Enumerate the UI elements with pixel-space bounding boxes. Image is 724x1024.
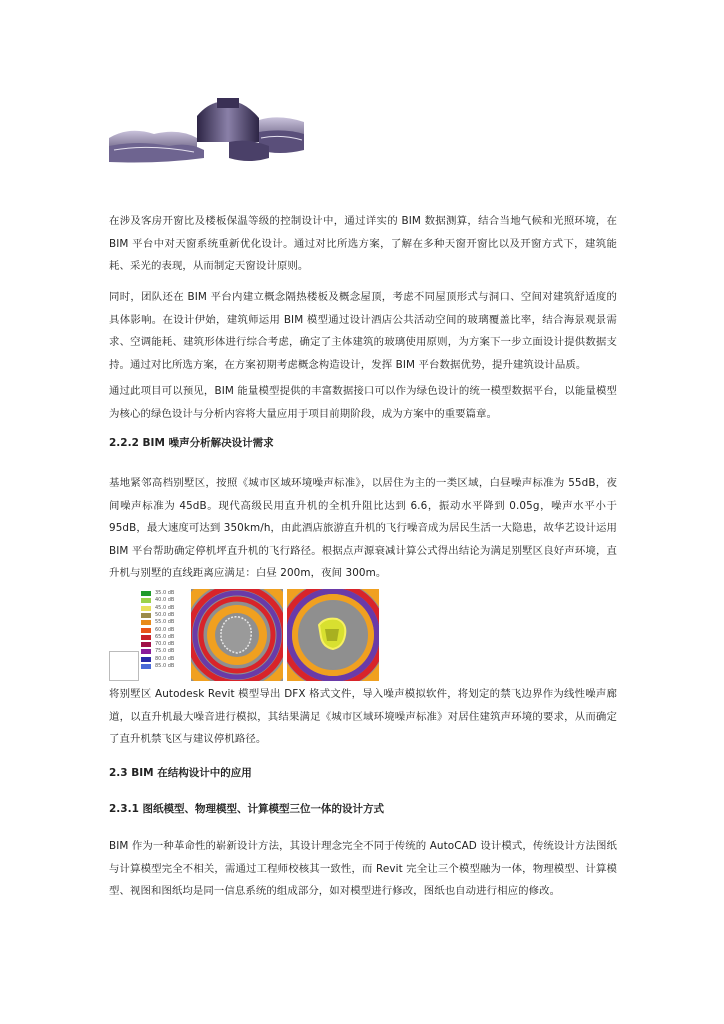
building-model-image: [109, 98, 304, 164]
legend-swatch: [141, 620, 151, 625]
section-heading-2-3-1: 2.3.1 图纸模型、物理模型、计算模型三位一体的设计方式: [109, 803, 385, 815]
noise-legend: [135, 591, 185, 679]
section-heading-2-3: 2.3 BIM 在结构设计中的应用: [109, 767, 252, 779]
building-model-figure: [109, 98, 304, 164]
legend-label: 80.0 dB: [155, 655, 175, 662]
paragraph-noise-analysis: 基地紧邻高档别墅区，按照《城市区域环境噪声标准》，以居住为主的一类区域，白昼噪声标准为 55dB，夜间噪声标准为 45dB。现代高级民用直升机的全机升阻比达到 6.6，振动水平降到 0.05g，噪声水平小于 95dB，最大速度可达到 350km/h，由此酒店旅游直升机的飞行噪音成为居民生活一大隐患，故华艺设计运用 BIM 平台帮助确定停机坪直升机的飞行路径。根据点声源衰减计算公式得出结论为满足别墅区良好声环境，直升机与别墅的直线距离应满足：白昼 200m，夜间 300m。: [109, 477, 617, 579]
paragraph-window-design: 在涉及客房开窗比及楼板保温等级的控制设计中，通过详实的 BIM 数据测算，结合当地气候和光照环境，在 BIM 平台中对天窗系统重新优化设计。通过对比所选方案，了解在多种天窗开窗比以及开窗方式下，建筑能耗、采光的表现，从而制定天窗设计原则。: [109, 215, 617, 272]
legend-swatch: [141, 664, 151, 669]
legend-blank-box: [109, 651, 139, 681]
legend-label: 65.0 dB: [155, 633, 175, 640]
legend-swatch: [141, 628, 151, 633]
legend-label: 70.0 dB: [155, 641, 175, 648]
legend-swatch: [141, 649, 151, 654]
legend-swatch: [141, 642, 151, 647]
legend-swatch: [141, 613, 151, 618]
noise-simulation-figure: [109, 589, 381, 681]
legend-label: 50.0 dB: [155, 611, 175, 618]
paragraph-noise-simulation: 将别墅区 Autodesk Revit 模型导出 DFX 格式文件，导入噪声模拟软件，将划定的禁飞边界作为线性噪声廊道，以直升机最大噪音进行模拟，其结果满足《城市区域环境噪声标准》对居住建筑声环境的要求，从而确定了直升机禁飞区与建议停机路径。: [109, 688, 617, 745]
legend-label: 75.0 dB: [155, 648, 175, 655]
paragraph-energy-model: 通过此项目可以预见，BIM 能量模型提供的丰富数据接口可以作为绿色设计的统一模型数据平台，以能量模型为核心的绿色设计与分析内容将大量应用于项目前期阶段，成为方案中的重要篇章。: [109, 385, 617, 420]
legend-label: 55.0 dB: [155, 619, 175, 626]
noise-map-night: [287, 589, 379, 681]
section-heading-2-2-2: 2.2.2 BIM 噪声分析解决设计需求: [109, 437, 274, 449]
legend-swatch: [141, 657, 151, 662]
legend-swatch: [141, 606, 151, 611]
legend-label: 45.0 dB: [155, 604, 175, 611]
paragraph-insulation-design: 同时，团队还在 BIM 平台内建立概念隔热楼板及概念屋顶，考虑不同屋顶形式与洞口、空间对建筑舒适度的具体影响。在设计伊始，建筑师运用 BIM 模型通过设计酒店公共活动空间的玻璃覆盖比率，结合海景观景需求、空调能耗、建筑形体进行综合考虑，确定了主体建筑的玻璃使用原则，为方案下一步立面设计提供数据支持。通过对比所选方案，在方案初期考虑概念构造设计，发挥 BIM 平台数据优势，提升建筑设计品质。: [109, 291, 617, 371]
legend-label: 35.0 dB: [155, 590, 175, 596]
paragraph-structural-design: BIM 作为一种革命性的崭新设计方法，其设计理念完全不同于传统的 AutoCAD 设计模式，传统设计方法图纸与计算模型完全不相关，需通过工程师校核其一致性，而 Revit 完全让三个模型融为一体，物理模型、计算模型、视图和图纸均是同一信息系统的组成部分，如对模型进行修改，图纸也自动进行相应的修改。: [109, 840, 617, 897]
legend-swatch: [141, 635, 151, 640]
legend-swatch: [141, 591, 151, 596]
legend-swatch: [141, 598, 151, 603]
legend-label: 60.0 dB: [155, 626, 175, 633]
noise-map-day: [191, 589, 283, 681]
legend-label: 85.0 dB: [155, 663, 175, 669]
legend-label: 40.0 dB: [155, 597, 175, 604]
